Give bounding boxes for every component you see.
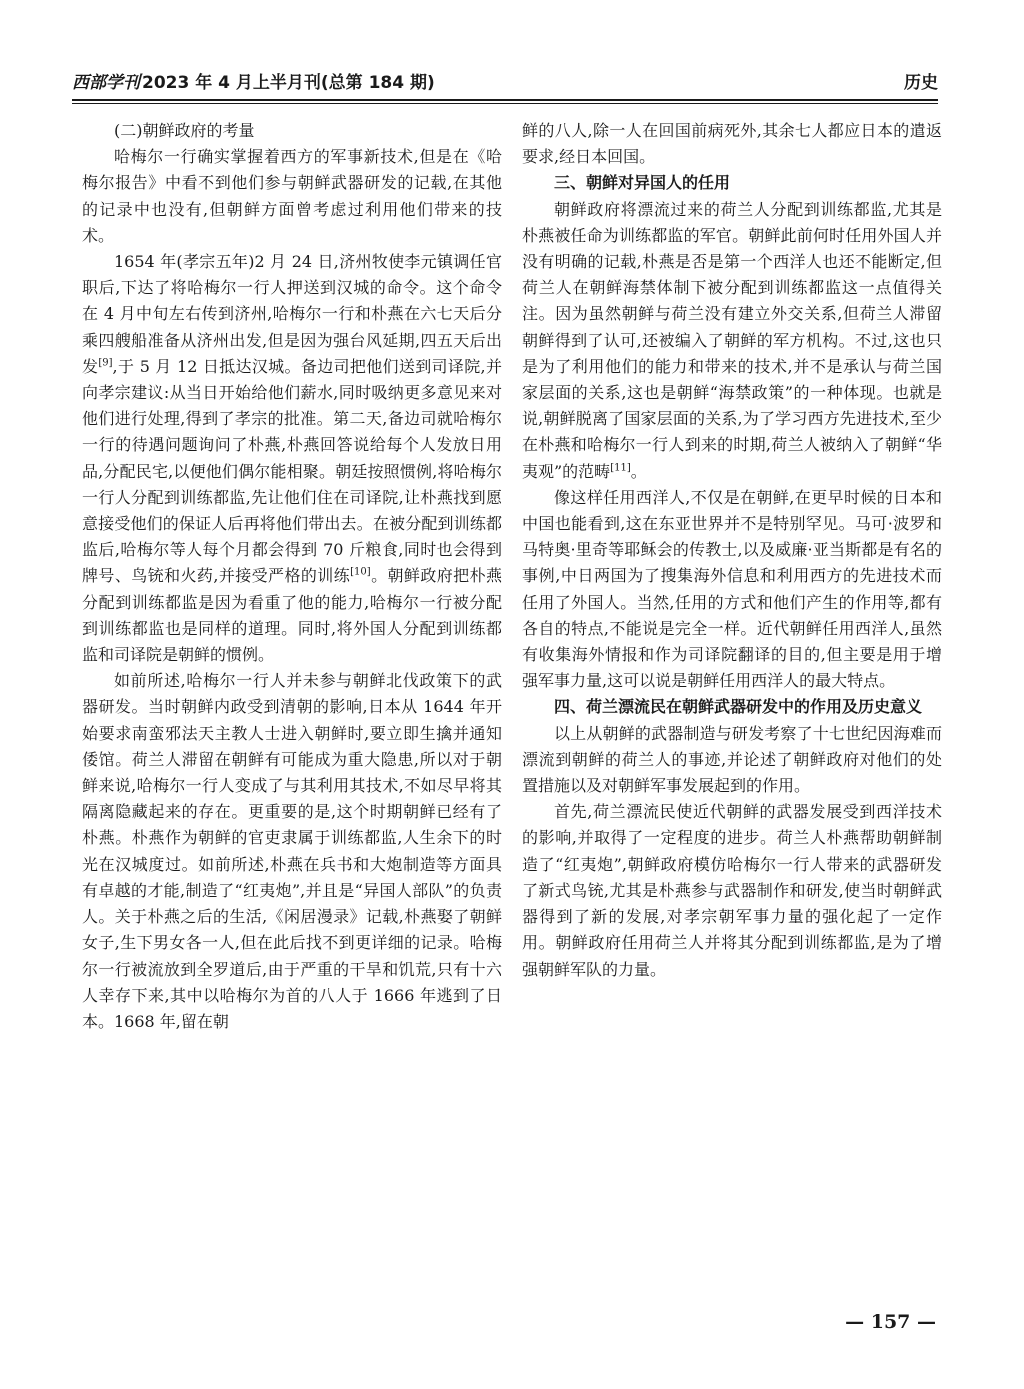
paragraph (82, 249, 502, 668)
paragraph: 以上从朝鲜的武器制造与研发考察了十七世纪因海难而漂流到朝鲜的荷兰人的事迹,并论述了朝鲜政府对他们的处置措施以及对朝鲜军事发展起到的作用。 (522, 723, 942, 796)
paragraph (522, 197, 942, 485)
section-heading-3: 三、朝鲜对异国人的任用 (554, 173, 731, 193)
subsection-heading: (二)朝鲜政府的考量 (114, 121, 255, 140)
journal-logo: 西部学刊 (72, 73, 140, 93)
running-header (72, 70, 938, 98)
page-number: — 157 — (845, 1311, 936, 1333)
citation-ref: [11] (610, 462, 631, 474)
paragraph-text: 如前所述,哈梅尔一行人并未参与朝鲜北伐政策下的武器研发。当时朝鲜内政受到清朝的影响,日本从 1644 年开始要求南蛮邪法天主教人士进入朝鲜时,要立即生擒并通知倭馆。荷兰人滞留在朝鲜有可能成为重大隐患,所以对于朝鲜来说,哈梅尔一行人变成了与其利用其技术,不如尽早将其隔离隐藏起来的存在。更重要的是,这个时期朝鲜已经有了朴燕。朴燕作为朝鲜的官吏隶属于训练都监,人生余下的时光在汉城度过。如前所述,朴燕在兵书和大炮制造等方面具有卓越的才能,制造了“红夷炮”,并且是“异国人部队”的负责人。关于朴燕之后的生活,《闲居漫录》记载,朴燕娶了朝鲜女子,生下男女各一人,但在此后找不到更详细的记录。哈梅尔一行被流放到全罗道后,由于严重的干旱和饥荒,只有十六人幸存下来,其中以哈梅尔为首的八人于 1666 年逃到了日本。1668 年,留在朝 (82, 671, 502, 1031)
paragraph-text: 朝鲜政府将漂流过来的荷兰人分配到训练都监,尤其是朴燕被任命为训练都监的军官。朝鲜此前何时任用外国人并没有明确的记载,朴燕是否是第一个西洋人也还不能断定,但荷兰人在朝鲜海禁体制下被分配到训练都监这一点值得关注。因为虽然朝鲜与荷兰没有建立外交关系,但荷兰人滞留朝鲜得到了认可,还被编入了朝鲜的军方机构。不过,这也只是为了利用他们的能力和带来的技术,并不是承认与荷兰国家层面的关系,这也是朝鲜“海禁政策”的一种体现。也就是说,朝鲜脱离了国家层面的关系,为了学习西方先进技术,至少在朴燕和哈梅尔一行人到来的时期,荷兰人被纳入了朝鲜“华夷观”的范畴 (522, 199, 942, 481)
paragraph-text: ,于 5 月 12 日抵达汉城。备边司把他们送到司译院,并向孝宗建议:从当日开始给他们薪水,同时吸纳更多意见来对他们进行处理,得到了孝宗的批准。第二天,备边司就哈梅尔一行的待遇问题询问了朴燕,朴燕回答说给每个人发放日用品,分配民宅,以便他们偶尔能相聚。朝廷按照惯例,将哈梅尔一行人分配到训练都监,先让他们住在司译院,让朴燕找到愿意接受他们的保证人后再将他们带出去。在被分配到训练都监后,哈梅尔等人每个月都会得到 70 斤粮食,同时也会得到牌号、鸟铳和火药,并接受严格的训练 (82, 356, 502, 586)
citation-ref: [10] (350, 567, 371, 579)
paragraph: 首先,荷兰漂流民使近代朝鲜的武器发展受到西洋技术的影响,并取得了一定程度的进步。荷兰人朴燕帮助朝鲜制造了“红夷炮”,朝鲜政府模仿哈梅尔一行人带来的武器研发了新式鸟铳,尤其是朴燕参与武器制作和研发,使当时朝鲜武器得到了新的发展,对孝宗朝军事力量的强化起了一定作用。朝鲜政府任用荷兰人并将其分配到训练都监,是为了增强朝鲜军队的力量。 (522, 802, 942, 979)
paragraph-text: 。 (630, 461, 647, 481)
paragraph-continuation: 鲜的八人,除一人在回国前病死外,其余七人都应日本的遣返要求,经日本回国。 (522, 121, 942, 167)
left-column (82, 118, 502, 1035)
paragraph-text: 1654 年(孝宗五年)2 月 24 日,济州牧使李元镇调任官职后,下达了将哈梅尔一行人押送到汉城的命令。这个命令在 4 月中旬左右传到济州,哈梅尔一行和朴燕在六七天后分乘四艘船准备从济州出发,但是因为强台风延期,四五天后出发 (82, 252, 502, 376)
journal-issue: 2023 年 4 月上半月刊(总第 184 期) (142, 73, 435, 93)
section-label: 历史 (904, 73, 938, 93)
header-rule-thick (72, 99, 938, 101)
header-rule-thin (72, 103, 938, 104)
paragraph (82, 144, 502, 249)
citation-ref: [9] (98, 357, 113, 369)
paragraph: 像这样任用西洋人,不仅是在朝鲜,在更早时候的日本和中国也能看到,这在东亚世界并不是特别罕见。马可·波罗和马特奥·里奇等耶稣会的传教士,以及威廉·亚当斯都是有名的事例,中日两国为了搜集海外信息和利用西方的先进技术而任用了外国人。当然,任用的方式和他们产生的作用等,都有各自的特点,不能说是完全一样。近代朝鲜任用西洋人,虽然有收集海外情报和作为司译院翻译的目的,但主要是用于增强军事力量,这可以说是朝鲜任用西洋人的最大特点。 (522, 487, 942, 691)
section-heading-4: 四、荷兰漂流民在朝鲜武器研发中的作用及历史意义 (554, 697, 923, 717)
right-column (522, 118, 942, 983)
paragraph-text: 哈梅尔一行确实掌握着西方的军事新技术,但是在《哈梅尔报告》中看不到他们参与朝鲜武器研发的记载,在其他的记录中也没有,但朝鲜方面曾考虑过利用他们带来的技术。 (82, 147, 502, 245)
paragraph-text: 。朝鲜政府把朴燕分配到训练都监是因为看重了他的能力,哈梅尔一行被分配到训练都监也是同样的道理。同时,将外国人分配到训练都监和司译院是朝鲜的惯例。 (82, 566, 502, 665)
journal-title (72, 70, 435, 96)
paragraph (82, 668, 502, 1035)
